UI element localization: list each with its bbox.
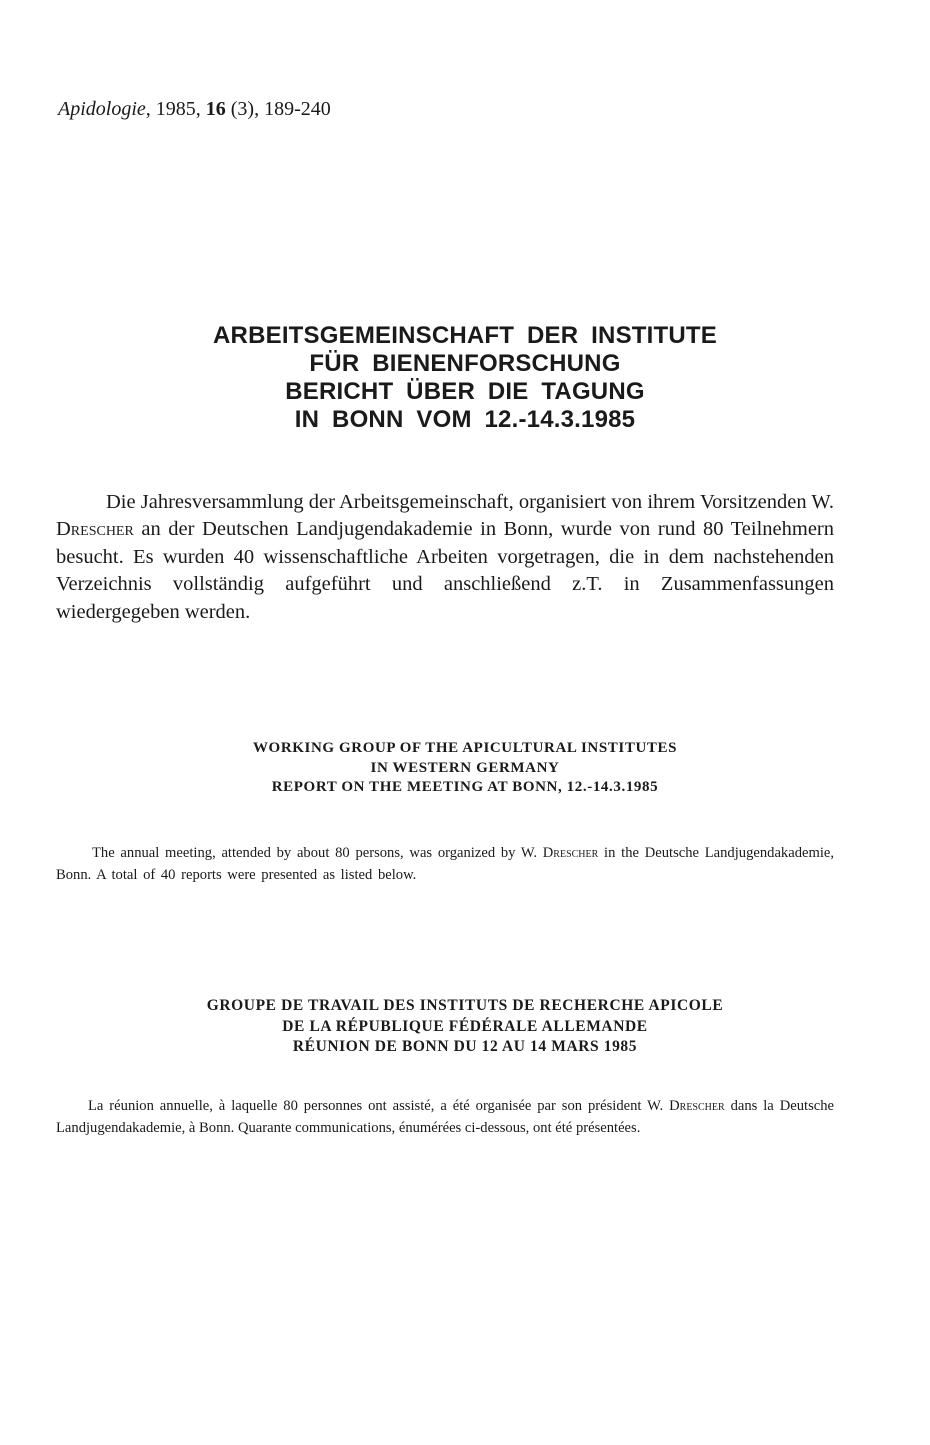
french-author-name: Drescher <box>669 1098 725 1114</box>
english-title <box>0 739 930 798</box>
journal-issue-pages: (3), 189-240 <box>230 98 331 120</box>
french-abstract-text-2: dans la Deutsche Landjugendakademie, à Bonn. Quarante communications, énumérées ci-dessous, ont été présentées. <box>56 1098 835 1136</box>
german-title-line: FÜR BIENENFORSCHUNG <box>309 350 621 377</box>
journal-volume: 16 <box>205 98 226 120</box>
french-title-line: GROUPE DE TRAVAIL DES INSTITUTS DE RECHERCHE APICOLE <box>206 997 724 1014</box>
french-title <box>0 996 930 1058</box>
english-title-line: WORKING GROUP OF THE APICULTURAL INSTITUTES <box>252 740 678 756</box>
english-abstract <box>56 842 834 886</box>
german-abstract-text-1: Die Jahresversammlung der Arbeitsgemeinschaft, organisiert von ihrem Vorsitzenden W. <box>106 491 834 513</box>
german-author-name: Drescher <box>56 518 134 541</box>
german-abstract-text-2: an der Deutschen Landjugendakademie in Bonn, wurde von rund 80 Teilnehmern besucht. Es wurden 40 wissenschaftliche Arbeiten vorgetragen, die in dem nachstehenden Verzeichnis vollständig aufgeführt und anschließend z.T. in Zusammenfassungen wiedergegeben werden. <box>56 518 834 623</box>
english-abstract-text-1: The annual meeting, attended by about 80 persons, was organized by W. <box>92 845 543 861</box>
english-title-line: REPORT ON THE MEETING AT BONN, 12.-14.3.1985 <box>271 779 659 795</box>
german-title-line: BERICHT ÜBER DIE TAGUNG <box>285 378 645 405</box>
journal-name: Apidologie, <box>58 98 151 120</box>
french-abstract <box>56 1096 834 1139</box>
english-abstract-text-2: in the Deutsche Landjugendakademie, Bonn. A total of 40 reports were presented as listed below. <box>56 845 835 883</box>
french-title-line: DE LA RÉPUBLIQUE FÉDÉRALE ALLEMANDE <box>282 1017 648 1035</box>
french-abstract-text-1: La réunion annuelle, à laquelle 80 personnes ont assisté, a été organisée par son président W. <box>88 1098 670 1114</box>
english-author-name: Drescher <box>542 845 599 861</box>
english-title-line: IN WESTERN GERMANY <box>370 759 560 776</box>
journal-citation <box>58 98 331 121</box>
german-abstract <box>56 489 834 626</box>
german-title-line: ARBEITSGEMEINSCHAFT DER INSTITUTE <box>213 322 717 349</box>
french-title-line: RÉUNION DE BONN DU 12 AU 14 MARS 1985 <box>292 1038 638 1055</box>
german-title-line: IN BONN VOM 12.-14.3.1985 <box>294 406 636 433</box>
journal-year: 1985, <box>155 98 201 120</box>
german-title <box>0 322 930 434</box>
